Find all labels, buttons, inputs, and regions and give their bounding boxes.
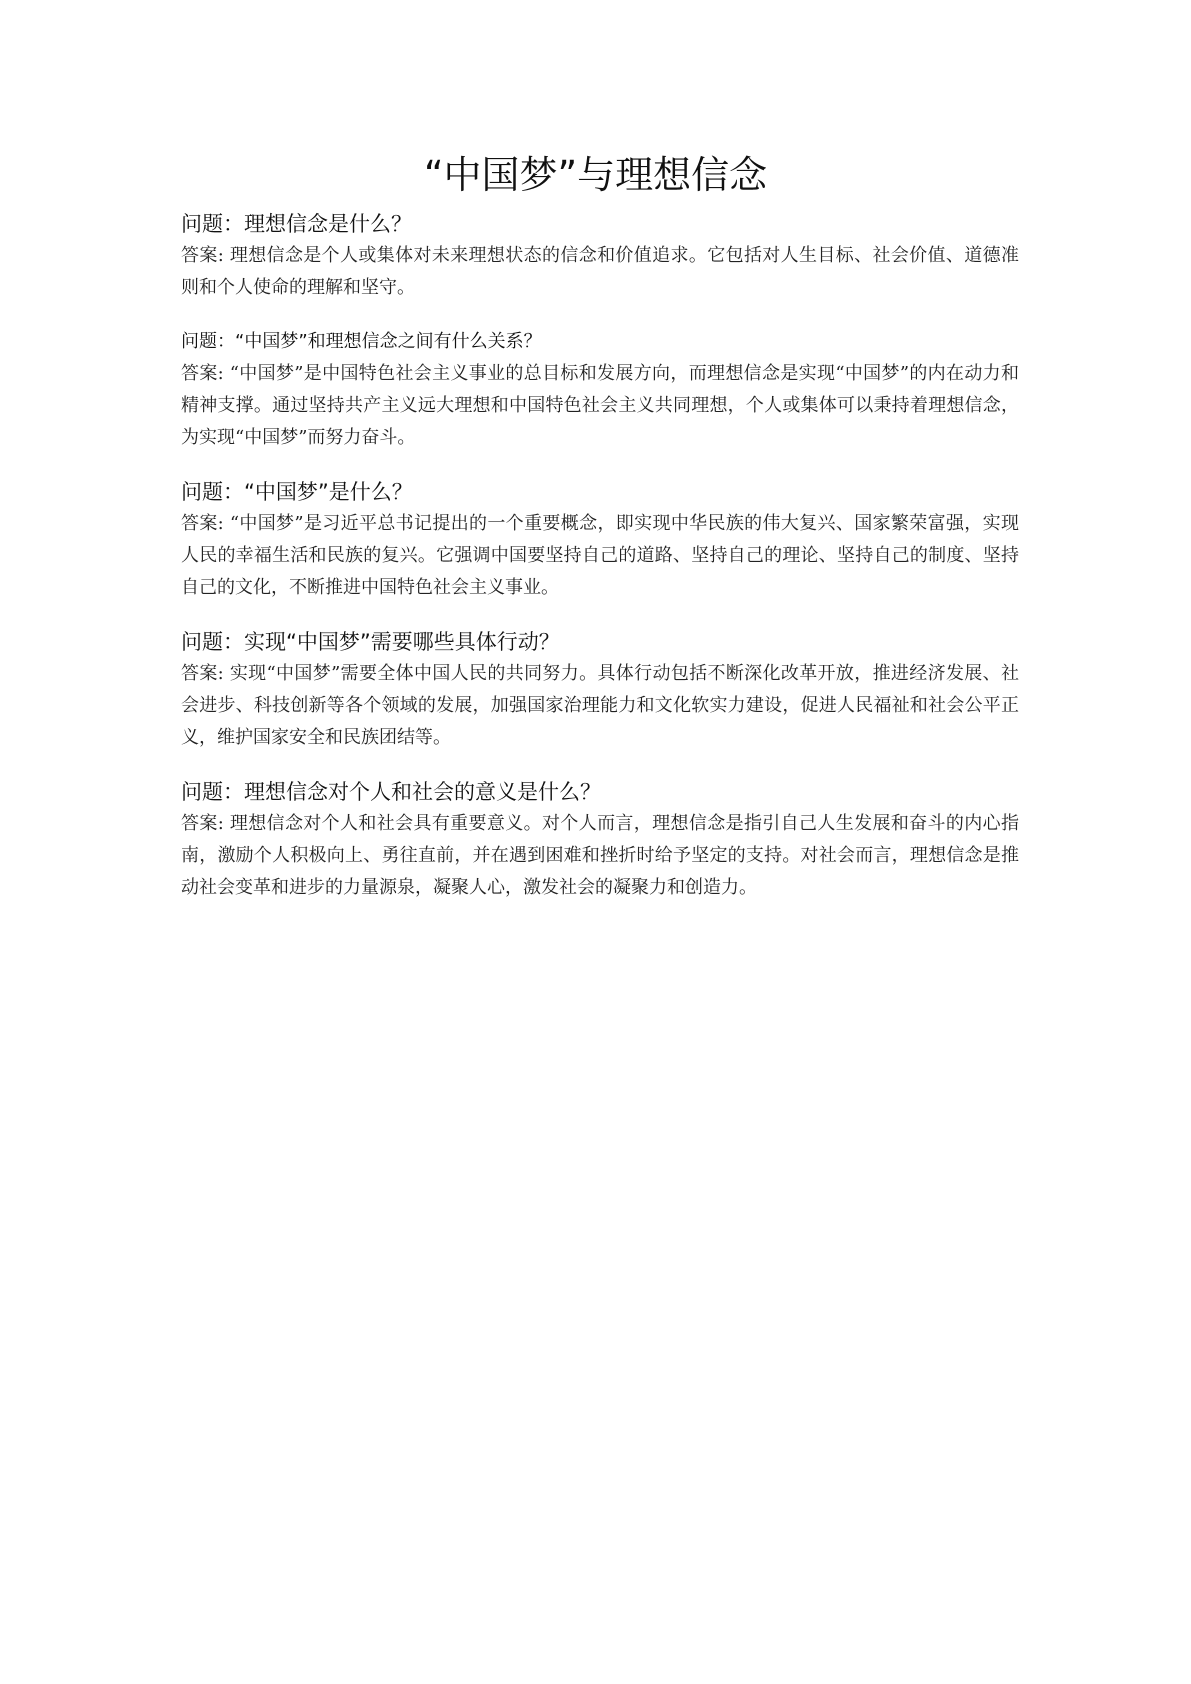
question-text: 问题：理想信念是什么？ [181,212,412,236]
answer-text: 答案: 理想信念对个人和社会具有重要意义。对个人而言，理想信念是指引自己人生发展和奋斗的内心指南，激励个人积极向上、勇往直前，并在遇到困难和挫折时给予坚定的支持。对社会而言，理想信念是推动社会变革和进步的力量源泉，凝聚人心，激发社会的凝聚力和创造力。 [181,813,1019,898]
qa-item [181,626,1019,754]
qa-item [181,476,1019,604]
document-title: “中国梦”与理想信念 [423,153,768,197]
question-text: 问题：“中国梦”和理想信念之间有什么关系？ [181,331,542,352]
answer-text: 答案: 实现“中国梦”需要全体中国人民的共同努力。具体行动包括不断深化改革开放，推进经济发展、社会进步、科技创新等各个领域的发展，加强国家治理能力和文化软实力建设，促进人民福祉和社会公平正义，维护国家安全和民族团结等。 [181,663,1019,748]
answer-text: 答案: 理想信念是个人或集体对未来理想状态的信念和价值追求。它包括对人生目标、社会价值、道德准则和个人使命的理解和坚守。 [181,245,1019,298]
question-text: 问题：“中国梦”是什么？ [181,480,413,504]
answer-text: 答案: “中国梦”是中国特色社会主义事业的总目标和发展方向，而理想信念是实现“中国梦”的内在动力和精神支撑。通过坚持共产主义远大理想和中国特色社会主义共同理想，个人或集体可以秉持着理想信念，为实现“中国梦”而努力奋斗。 [181,363,1019,448]
question-text: 问题：理想信念对个人和社会的意义是什么？ [181,780,601,804]
qa-item [181,326,1019,454]
qa-item [181,208,1019,304]
question-text: 问题：实现“中国梦”需要哪些具体行动？ [181,630,560,654]
qa-item [181,776,1019,904]
qa-list [181,208,1019,926]
answer-text: 答案: “中国梦”是习近平总书记提出的一个重要概念，即实现中华民族的伟大复兴、国家繁荣富强，实现人民的幸福生活和民族的复兴。它强调中国要坚持自己的道路、坚持自己的理论、坚持自己的制度、坚持自己的文化，不断推进中国特色社会主义事业。 [181,513,1019,598]
